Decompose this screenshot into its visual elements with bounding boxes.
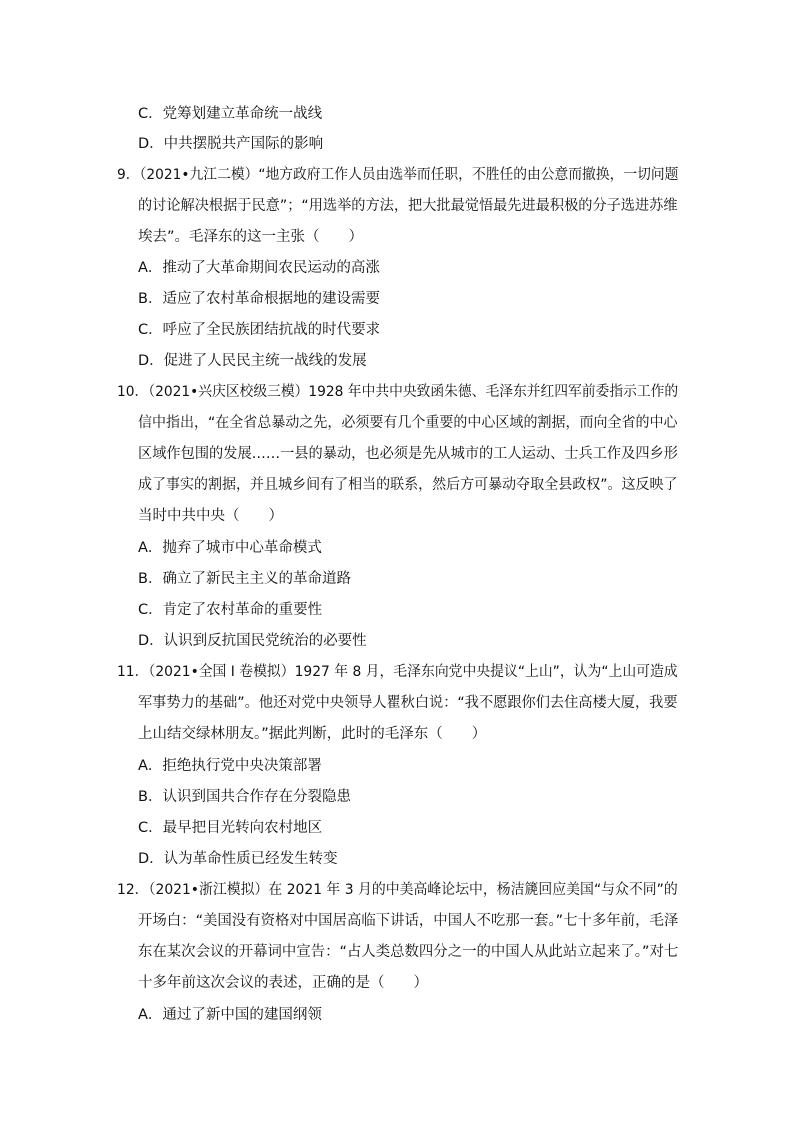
q11-option-a: A．拒绝执行党中央决策部署: [138, 758, 322, 774]
q9-stem-line-2: 的讨论解决根据于民意”；“用选举的方法，把大批最觉悟最先进最积极的分子选进苏维: [138, 198, 678, 214]
q9-option-d: D．促进了人民民主统一战线的发展: [138, 353, 367, 369]
q11-option-c: C．最早把目光转向农村地区: [138, 820, 323, 836]
q11-option-b: B．认识到国共合作存在分裂隐患: [138, 789, 351, 805]
q12-stem-line-1: 12．（2021•浙江模拟）在 2021 年 3 月的中美高峰论坛中，杨洁篪回应美国“与众不同”的: [117, 882, 678, 898]
q9-option-b: B．适应了农村革命根据地的建设需要: [138, 291, 380, 307]
q11-stem-line-3: 上山结交绿林朋友。”据此判断，此时的毛泽东（ ）: [138, 726, 487, 742]
q11-stem-line-2: 军事势力的基础”。他还对党中央领导人瞿秋白说：“我不愿跟你们去住高楼大厦，我要: [138, 695, 678, 711]
q10-stem-line-2: 信中指出，“在全省总暴动之先，必须要有几个重要的中心区域的割据，而向全省的中心: [138, 415, 678, 431]
q10-stem-line-1: 10．（2021•兴庆区校级三模）1928 年中共中央致函朱德、毛泽东并红四军前委指示工作的: [117, 384, 679, 400]
q9-stem-line-1: 9．（2021•九江二模）“地方政府工作人员由选举而任职，不胜任的由公意而撤换，一切问题: [117, 167, 679, 183]
q12-stem-line-4: 十多年前这次会议的表述，正确的是（ ）: [138, 975, 428, 991]
q10-stem-line-3: 区域作包围的发展……一县的暴动，也必须是先从城市的工人运动、士兵工作及四乡形: [138, 446, 678, 462]
q10-option-d: D．认识到反抗国民党统治的必要性: [138, 633, 367, 649]
q9-option-a: A．推动了大革命期间农民运动的高涨: [138, 260, 380, 276]
q9-option-c: C．呼应了全民族团结抗战的时代要求: [138, 322, 381, 338]
q9-stem-line-3: 埃去”。毛泽东的这一主张（ ）: [138, 229, 364, 245]
q12-stem-line-2: 开场白：“美国没有资格对中国居高临下讲话，中国人不吃那一套。”七十多年前，毛泽: [138, 913, 679, 929]
q10-stem-line-5: 当时中共中央（ ）: [138, 508, 283, 524]
q11-stem-line-1: 11．（2021•全国 I 卷模拟）1927 年 8 月，毛泽东向党中央提议“上山”，认为“上山可造成: [117, 664, 678, 680]
q10-option-a: A．抛弃了城市中心革命模式: [138, 540, 322, 556]
q10-option-c: C．肯定了农村革命的重要性: [138, 602, 323, 618]
q8-option-d: D．中共摆脱共产国际的影响: [138, 136, 324, 152]
q12-stem-line-3: 东在某次会议的开幕词中宣告：“占人类总数四分之一的中国人从此站立起来了。”对七: [138, 944, 679, 960]
q8-option-c: C．党筹划建立革命统一战线: [138, 106, 323, 122]
q10-option-b: B．确立了新民主主义的革命道路: [138, 571, 351, 587]
q10-stem-line-4: 成了事实的割据，并且城乡间有了相当的联系，然后方可暴动夺取全县政权”。这反映了: [138, 477, 678, 493]
q11-option-d: D．认为革命性质已经发生转变: [138, 851, 338, 867]
q12-option-a: A．通过了新中国的建国纲领: [138, 1007, 322, 1023]
